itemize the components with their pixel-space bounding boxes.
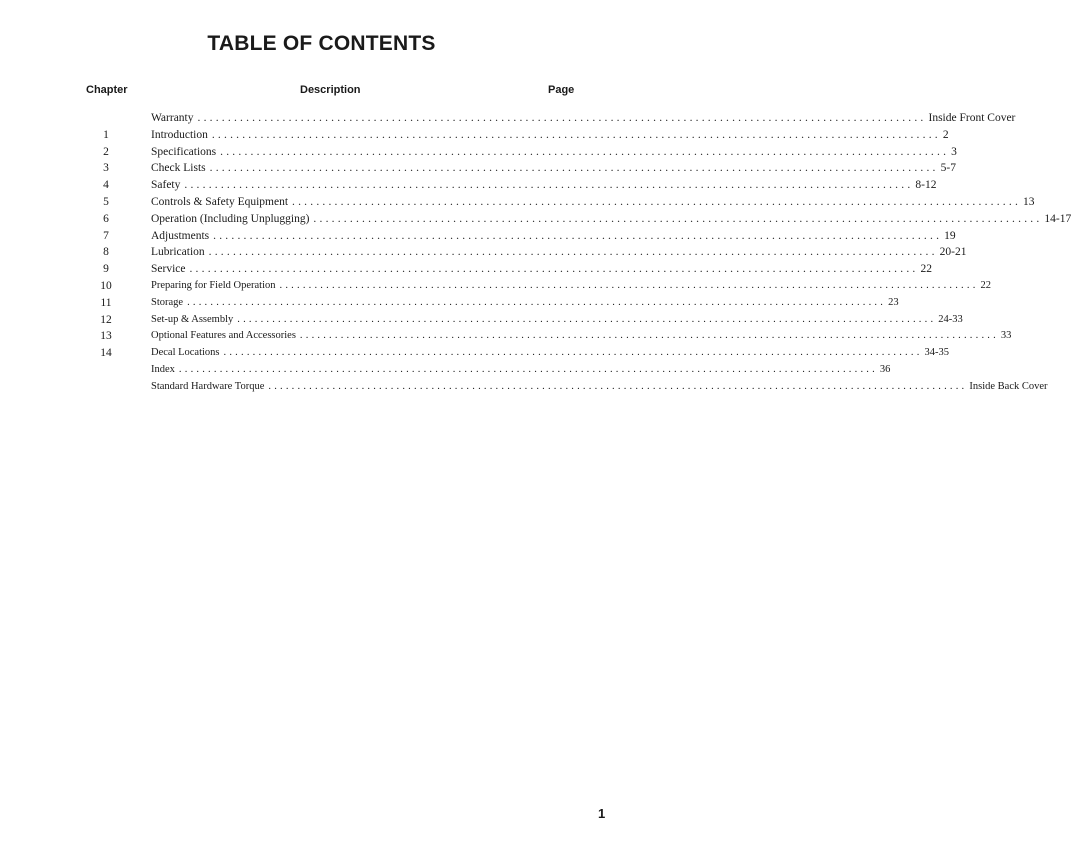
dot-leader: ........................................................................................................................: [268, 380, 968, 392]
toc-entry-page: 20-21: [939, 246, 967, 259]
toc-chapter-number: 6: [103, 212, 109, 225]
column-header-description: Description: [300, 84, 361, 96]
toc-entry-label: Specifications: [151, 145, 217, 158]
toc-entry: [151, 312, 963, 328]
dot-leader: ........................................................................................................................: [187, 296, 887, 308]
dot-leader: ........................................................................................................................: [279, 280, 979, 291]
toc-entry: [151, 110, 1016, 126]
toc-entry: [151, 194, 1035, 210]
toc-entry-label: Standard Hardware Torque: [151, 380, 265, 392]
toc-entry: [151, 211, 1071, 227]
toc-entry-page: 24-33: [938, 313, 963, 325]
page-title: TABLE OF CONTENTS: [207, 32, 436, 55]
toc-entry: [151, 144, 957, 160]
dot-leader: ........................................................................................................................: [213, 229, 943, 242]
toc-entry: [151, 160, 956, 176]
toc-entry: [151, 295, 899, 311]
toc-entry: [151, 127, 949, 143]
toc-entry-page: 19: [944, 229, 956, 242]
toc-entry-label: Service: [151, 263, 186, 276]
page-number: 1: [598, 806, 606, 821]
dot-leader: ........................................................................................................................: [223, 347, 923, 359]
toc-entry-page: 34-35: [924, 347, 950, 359]
toc-entry: [151, 244, 967, 260]
toc-row: [0, 328, 1012, 344]
toc-entry-label: Adjustments: [151, 229, 210, 242]
toc-chapter-number: 11: [100, 296, 112, 309]
toc-entry: [151, 177, 937, 193]
toc-row: [0, 345, 950, 361]
toc-chapter-number: 12: [100, 313, 112, 326]
dot-leader: ........................................................................................................................: [209, 162, 939, 175]
dot-leader: ........................................................................................................................: [189, 263, 919, 276]
toc-entry: [151, 278, 992, 294]
toc-entry-label: Operation (Including Unplugging): [151, 212, 310, 225]
toc-row: [0, 177, 937, 193]
toc-entry-page: Inside Back Cover: [969, 380, 1048, 392]
dot-leader: ........................................................................................................................: [313, 212, 1043, 225]
toc-entry-page: 22: [980, 280, 992, 291]
toc-entry-page: 36: [879, 364, 891, 375]
toc-entry-label: Set-up & Assembly: [151, 313, 234, 325]
toc-entry-label: Safety: [151, 179, 181, 192]
dot-leader: ........................................................................................................................: [197, 112, 927, 124]
toc-entry: [151, 261, 932, 277]
column-header-page: Page: [548, 84, 575, 96]
toc-chapter-number: 7: [103, 229, 109, 242]
toc-entry-page: 14-17: [1044, 212, 1071, 225]
toc-row: [0, 295, 899, 311]
toc-chapter-number: 5: [103, 196, 109, 208]
toc-entry-page: 22: [920, 263, 932, 276]
toc-row: [0, 110, 1016, 126]
toc-entry: [151, 362, 891, 378]
toc-row: [0, 362, 891, 378]
toc-chapter-number: 3: [103, 162, 109, 175]
dot-leader: ........................................................................................................................: [211, 128, 941, 141]
toc-row: [0, 127, 949, 143]
toc-chapter-number: 2: [103, 145, 109, 158]
toc-chapter-number: 8: [103, 246, 109, 259]
toc-entry-label: Check Lists: [151, 162, 206, 175]
dot-leader: ........................................................................................................................: [220, 145, 950, 158]
toc-entry-label: Preparing for Field Operation: [151, 280, 276, 291]
toc-entry-page: 5-7: [940, 162, 956, 175]
toc-row: [0, 194, 1035, 210]
toc-chapter-number: 9: [103, 263, 109, 276]
toc-entry-label: Controls & Safety Equipment: [151, 196, 289, 208]
toc-chapter-number: 13: [100, 330, 112, 343]
toc-entry-label: Lubrication: [151, 246, 205, 259]
toc-row: [0, 278, 992, 294]
toc-entry: [151, 328, 1012, 344]
toc-row: [0, 244, 967, 260]
toc-entry-page: Inside Front Cover: [928, 112, 1016, 124]
toc-entry: [151, 228, 956, 244]
toc-chapter-number: 10: [100, 280, 112, 292]
toc-entry-label: Decal Locations: [151, 347, 220, 359]
toc-entry-label: Introduction: [151, 128, 208, 141]
dot-leader: ........................................................................................................................: [178, 364, 878, 375]
toc-entry-page: 2: [942, 128, 949, 141]
dot-leader: ........................................................................................................................: [292, 196, 1022, 208]
toc-entry-page: 33: [1000, 330, 1012, 342]
dot-leader: ........................................................................................................................: [184, 179, 914, 192]
dot-leader: ........................................................................................................................: [237, 313, 937, 325]
toc-row: [0, 211, 1071, 227]
toc-chapter-number: 14: [100, 347, 112, 360]
toc-entry-page: 13: [1023, 196, 1035, 208]
column-header-chapter: Chapter: [86, 84, 128, 96]
dot-leader: ........................................................................................................................: [299, 330, 999, 342]
toc-entry-page: 23: [888, 296, 899, 308]
toc-entry: [151, 345, 950, 361]
toc-entry-label: Warranty: [151, 112, 194, 124]
toc-entry-label: Optional Features and Accessories: [151, 330, 296, 342]
toc-entry-label: Storage: [151, 296, 184, 308]
toc-row: [0, 379, 1048, 395]
dot-leader: ........................................................................................................................: [208, 246, 938, 259]
toc-row: [0, 312, 963, 328]
toc-row: [0, 160, 956, 176]
toc-chapter-number: 4: [103, 179, 109, 192]
toc-entry-page: 3: [951, 145, 957, 158]
toc-chapter-number: 1: [103, 128, 109, 141]
toc-entry-label: Index: [151, 364, 175, 375]
toc-row: [0, 144, 957, 160]
toc-row: [0, 228, 956, 244]
toc-entry: [151, 379, 1048, 395]
toc-row: [0, 261, 932, 277]
toc-entry-page: 8-12: [915, 179, 937, 192]
